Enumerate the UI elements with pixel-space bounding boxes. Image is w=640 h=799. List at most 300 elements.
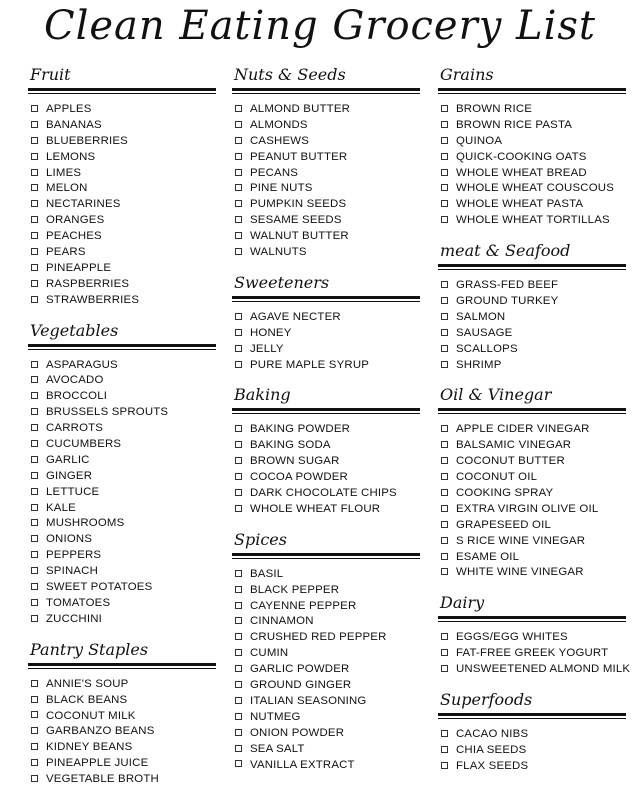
section-divider	[438, 713, 626, 719]
checkbox-icon[interactable]	[235, 649, 242, 656]
item-label: PEACHES	[46, 230, 102, 243]
item-label: LEMONS	[46, 150, 96, 163]
item-label: WHOLE WHEAT PASTA	[456, 198, 584, 211]
checkbox-icon[interactable]	[31, 296, 38, 303]
checkbox-icon[interactable]	[441, 169, 448, 176]
checkbox-icon[interactable]	[31, 264, 38, 271]
checkbox-icon[interactable]	[441, 441, 448, 448]
item-label: BLACK PEPPER	[250, 583, 340, 596]
checkbox-icon[interactable]	[235, 105, 242, 112]
list-item	[438, 502, 626, 518]
list-item	[438, 102, 626, 118]
item-label: BASIL	[250, 567, 284, 580]
checkbox-icon[interactable]	[31, 599, 38, 606]
item-label: SPINACH	[46, 565, 99, 578]
list-item	[232, 438, 420, 454]
list-item	[438, 470, 626, 486]
list-item	[28, 532, 216, 548]
item-label: SHRIMP	[456, 358, 502, 371]
list-item	[438, 438, 626, 454]
item-label: FAT-FREE GREEK YOGURT	[456, 647, 609, 660]
item-label: FLAX SEEDS	[456, 759, 529, 772]
checkbox-icon[interactable]	[31, 727, 38, 734]
item-label: KIDNEY BEANS	[46, 741, 133, 754]
checkbox-icon[interactable]	[441, 184, 448, 191]
item-label: ONION POWDER	[250, 726, 345, 739]
item-label: ASPARAGUS	[46, 358, 118, 371]
list-item	[232, 422, 420, 438]
checkbox-icon[interactable]	[441, 633, 448, 640]
list-item	[28, 102, 216, 118]
checkbox-icon[interactable]	[441, 425, 448, 432]
list-item	[232, 599, 420, 615]
item-label: UNSWEETENED ALMOND MILK	[456, 663, 631, 676]
checkbox-icon[interactable]	[31, 248, 38, 255]
list-item	[232, 342, 420, 358]
list-item	[232, 742, 420, 758]
item-label: BROWN RICE	[456, 103, 533, 115]
list-item	[28, 548, 216, 564]
section-title: Spices	[234, 529, 287, 549]
checkbox-icon[interactable]	[31, 280, 38, 287]
item-label: BRUSSELS SPROUTS	[46, 406, 169, 419]
checkbox-icon[interactable]	[235, 505, 242, 512]
section-fruit	[28, 64, 216, 309]
list-item	[28, 580, 216, 596]
checkbox-icon[interactable]	[235, 329, 242, 336]
checkbox-icon[interactable]	[441, 553, 448, 560]
list-item	[232, 229, 420, 245]
list-item	[438, 630, 626, 646]
item-label: COCONUT OIL	[456, 471, 538, 484]
item-label: WHOLE WHEAT COUSCOUS	[456, 182, 614, 195]
item-label: SESAME SEEDS	[250, 214, 342, 227]
item-label: CACAO NIBS	[456, 728, 529, 741]
checkbox-icon[interactable]	[441, 505, 448, 512]
checkbox-icon[interactable]	[235, 473, 242, 480]
checkbox-icon[interactable]	[235, 665, 242, 672]
item-label: ESAME OIL	[456, 550, 520, 563]
item-list	[28, 358, 216, 628]
checkbox-icon[interactable]	[31, 551, 38, 558]
list-item	[438, 565, 626, 581]
checkbox-icon[interactable]	[31, 680, 38, 687]
list-item	[438, 454, 626, 470]
item-label: BALSAMIC VINEGAR	[456, 439, 572, 452]
item-label: AVOCADO	[46, 374, 104, 387]
list-item	[28, 373, 216, 389]
checkbox-icon[interactable]	[235, 200, 242, 207]
checkbox-icon[interactable]	[441, 297, 448, 304]
list-item	[28, 261, 216, 277]
checkbox-icon[interactable]	[235, 760, 242, 767]
list-item	[438, 422, 626, 438]
item-label: GARBANZO BEANS	[46, 725, 155, 738]
list-item	[438, 326, 626, 342]
checkbox-icon[interactable]	[31, 424, 38, 431]
checkbox-icon[interactable]	[441, 762, 448, 769]
item-label: BLUEBERRIES	[46, 134, 128, 147]
checkbox-icon[interactable]	[235, 617, 242, 624]
list-item	[28, 612, 216, 628]
item-label: GARLIC	[46, 453, 90, 466]
checkbox-icon[interactable]	[441, 521, 448, 528]
item-label: EGGS/EGG WHITES	[456, 631, 568, 644]
list-item	[28, 516, 216, 532]
item-label: KALE	[46, 501, 76, 514]
checkbox-icon[interactable]	[31, 169, 38, 176]
section-divider	[28, 88, 216, 94]
checkbox-icon[interactable]	[31, 408, 38, 415]
list-item	[232, 134, 420, 150]
item-label: WALNUTS	[250, 246, 307, 259]
checkbox-icon[interactable]	[235, 713, 242, 720]
list-item	[28, 389, 216, 405]
list-item	[232, 502, 420, 518]
checkbox-icon[interactable]	[235, 633, 242, 640]
list-item	[438, 550, 626, 566]
checkbox-icon[interactable]	[235, 586, 242, 593]
checkbox-icon[interactable]	[441, 121, 448, 128]
list-item	[232, 245, 420, 261]
list-item	[232, 358, 420, 374]
list-item	[438, 662, 631, 678]
item-label: PINEAPPLE JUICE	[46, 757, 149, 770]
item-label: MUSHROOMS	[46, 517, 125, 530]
checkbox-icon[interactable]	[31, 696, 38, 703]
item-label: MELON	[46, 182, 88, 195]
list-item	[232, 166, 420, 182]
item-label: TOMATOES	[46, 596, 111, 609]
checkbox-icon[interactable]	[31, 121, 38, 128]
checkbox-icon[interactable]	[235, 169, 242, 176]
checkbox-icon[interactable]	[235, 681, 242, 688]
item-label: GINGER	[46, 469, 93, 482]
item-label: RASPBERRIES	[46, 277, 130, 290]
checkbox-icon[interactable]	[235, 361, 242, 368]
item-label: APPLES	[46, 103, 92, 115]
checkbox-icon[interactable]	[31, 535, 38, 542]
item-label: PEARS	[46, 246, 86, 259]
list-item	[438, 518, 626, 534]
checkbox-icon[interactable]	[31, 456, 38, 463]
list-item	[28, 437, 216, 453]
checkbox-icon[interactable]	[31, 775, 38, 782]
list-item	[232, 662, 420, 678]
section-sweeteners	[232, 272, 420, 374]
list-item	[438, 150, 626, 166]
checkbox-icon[interactable]	[441, 473, 448, 480]
list-item	[232, 310, 420, 326]
list-item	[28, 453, 216, 469]
checkbox-icon[interactable]	[441, 665, 448, 672]
item-label: ZUCCHINI	[46, 612, 103, 625]
section-divider	[438, 264, 626, 270]
item-list	[232, 422, 420, 517]
list-item	[28, 677, 216, 693]
item-list	[28, 102, 216, 309]
list-item	[28, 277, 216, 293]
item-label: PEPPERS	[46, 549, 102, 562]
checkbox-icon[interactable]	[31, 105, 38, 112]
list-item	[438, 486, 626, 502]
section-title: Pantry Staples	[30, 639, 149, 659]
item-label: PECANS	[250, 166, 299, 179]
section-oil-vinegar	[438, 384, 626, 581]
checkbox-icon[interactable]	[235, 153, 242, 160]
section-divider	[232, 88, 420, 94]
item-label: WHOLE WHEAT TORTILLAS	[456, 214, 610, 227]
list-item	[232, 567, 420, 583]
item-label: CRUSHED RED PEPPER	[250, 631, 387, 644]
item-label: EXTRA VIRGIN OLIVE OIL	[456, 502, 599, 515]
section-spices	[232, 529, 420, 774]
section-superfoods	[438, 689, 626, 775]
checkbox-icon[interactable]	[235, 248, 242, 255]
checkbox-icon[interactable]	[235, 745, 242, 752]
list-item	[28, 421, 216, 437]
list-item	[438, 278, 626, 294]
item-label: JELLY	[250, 342, 284, 355]
item-label: WHOLE WHEAT BREAD	[456, 166, 587, 179]
section-title: Sweeteners	[234, 272, 330, 292]
checkbox-icon[interactable]	[441, 489, 448, 496]
checkbox-icon[interactable]	[235, 489, 242, 496]
item-list	[438, 278, 626, 373]
checkbox-icon[interactable]	[235, 441, 242, 448]
item-label: QUINOA	[456, 134, 503, 147]
list-item	[438, 727, 626, 743]
item-label: APPLE CIDER VINEGAR	[456, 423, 590, 436]
item-label: VANILLA EXTRACT	[250, 758, 355, 771]
checkbox-icon[interactable]	[31, 583, 38, 590]
checkbox-icon[interactable]	[235, 729, 242, 736]
checkbox-icon[interactable]	[235, 216, 242, 223]
list-item	[232, 758, 420, 774]
list-item	[28, 485, 216, 501]
checkbox-icon[interactable]	[31, 200, 38, 207]
checkbox-icon[interactable]	[441, 153, 448, 160]
item-label: CUMIN	[250, 647, 289, 660]
item-label: PUMPKIN SEEDS	[250, 198, 347, 211]
section-grains	[438, 64, 626, 229]
item-label: BANANAS	[46, 118, 102, 131]
section-vegetables	[28, 320, 216, 628]
checkbox-icon[interactable]	[31, 153, 38, 160]
item-label: CHIA SEEDS	[456, 743, 527, 756]
item-label: COCONUT BUTTER	[456, 455, 565, 468]
checkbox-icon[interactable]	[441, 313, 448, 320]
item-label: BAKING SODA	[250, 439, 331, 452]
list-item	[28, 150, 216, 166]
checkbox-icon[interactable]	[441, 746, 448, 753]
checkbox-icon[interactable]	[31, 376, 38, 383]
item-label: QUICK-COOKING OATS	[456, 150, 587, 163]
list-item	[232, 726, 420, 742]
column-2	[232, 60, 420, 784]
item-label: COCOA POWDER	[250, 471, 348, 484]
list-item	[232, 486, 420, 502]
section-title: Superfoods	[440, 690, 533, 710]
list-item	[28, 756, 216, 772]
list-item	[438, 358, 626, 374]
list-item	[232, 710, 420, 726]
item-list	[232, 310, 420, 374]
item-label: ALMOND BUTTER	[250, 103, 351, 115]
item-label: NUTMEG	[250, 710, 301, 723]
checkbox-icon[interactable]	[441, 137, 448, 144]
list-item	[232, 470, 420, 486]
checkbox-icon[interactable]	[441, 649, 448, 656]
checkbox-icon[interactable]	[441, 329, 448, 336]
checkbox-icon[interactable]	[31, 472, 38, 479]
checkbox-icon[interactable]	[235, 697, 242, 704]
list-item	[438, 118, 626, 134]
list-item	[28, 724, 216, 740]
checkbox-icon[interactable]	[31, 711, 38, 718]
section-title: Nuts & Seeds	[234, 65, 346, 84]
section-divider	[232, 408, 420, 414]
column-1	[28, 60, 216, 799]
list-item	[28, 166, 216, 182]
checkbox-icon[interactable]	[441, 361, 448, 368]
checkbox-icon[interactable]	[235, 121, 242, 128]
list-item	[28, 772, 216, 788]
checkbox-icon[interactable]	[235, 137, 242, 144]
list-item	[232, 213, 420, 229]
item-label: GRASS-FED BEEF	[456, 279, 559, 292]
checkbox-icon[interactable]	[31, 504, 38, 511]
checkbox-icon[interactable]	[441, 216, 448, 223]
checkbox-icon[interactable]	[31, 488, 38, 495]
checkbox-icon[interactable]	[235, 602, 242, 609]
list-item	[438, 342, 626, 358]
checkbox-icon[interactable]	[31, 743, 38, 750]
checkbox-icon[interactable]	[235, 457, 242, 464]
item-label: CAYENNE PEPPER	[250, 599, 357, 612]
item-list	[438, 727, 626, 775]
item-label: SWEET POTATOES	[46, 581, 153, 594]
list-item	[232, 454, 420, 470]
section-divider	[232, 553, 420, 559]
item-label: NECTARINES	[46, 198, 121, 211]
list-item	[28, 134, 216, 150]
checkbox-icon[interactable]	[31, 392, 38, 399]
item-label: BROWN RICE PASTA	[456, 118, 573, 131]
list-item	[28, 740, 216, 756]
item-label: SEA SALT	[250, 742, 305, 755]
item-label: VEGETABLE BROTH	[46, 773, 159, 786]
list-item	[232, 197, 420, 213]
checkbox-icon[interactable]	[441, 105, 448, 112]
checkbox-icon[interactable]	[235, 425, 242, 432]
item-label: COOKING SPRAY	[456, 487, 554, 500]
list-item	[438, 197, 626, 213]
checkbox-icon[interactable]	[31, 232, 38, 239]
section-title: Vegetables	[30, 320, 119, 340]
list-item	[232, 694, 420, 710]
checkbox-icon[interactable]	[235, 313, 242, 320]
checkbox-icon[interactable]	[441, 200, 448, 207]
list-item	[232, 181, 420, 197]
checkbox-icon[interactable]	[441, 281, 448, 288]
list-item	[232, 150, 420, 166]
item-label: S RICE WINE VINEGAR	[456, 534, 586, 547]
section-title: Grains	[440, 65, 494, 84]
item-label: BLACK BEANS	[46, 693, 128, 706]
checkbox-icon[interactable]	[31, 216, 38, 223]
item-label: PINE NUTS	[250, 182, 313, 195]
checkbox-icon[interactable]	[441, 345, 448, 352]
item-label: ANNIE'S SOUP	[46, 677, 129, 690]
item-label: CINNAMON	[250, 615, 314, 628]
list-item	[438, 743, 626, 759]
section-meat-seafood	[438, 240, 626, 373]
list-item	[28, 501, 216, 517]
list-item	[232, 630, 420, 646]
checkbox-icon[interactable]	[31, 440, 38, 447]
item-label: PEANUT BUTTER	[250, 150, 348, 163]
item-list	[28, 677, 216, 788]
list-item	[232, 583, 420, 599]
item-label: BROCCOLI	[46, 390, 108, 403]
list-item	[438, 759, 626, 775]
checkbox-icon[interactable]	[31, 615, 38, 622]
checkbox-icon[interactable]	[31, 519, 38, 526]
list-item	[232, 614, 420, 630]
list-item	[28, 596, 216, 612]
checkbox-icon[interactable]	[235, 570, 242, 577]
item-label: SAUSAGE	[456, 326, 513, 339]
page-title: Clean Eating Grocery List	[43, 3, 596, 49]
checkbox-icon[interactable]	[235, 232, 242, 239]
checkbox-icon[interactable]	[31, 137, 38, 144]
section-title: Dairy	[440, 593, 485, 613]
item-label: WHITE WINE VINEGAR	[456, 566, 584, 579]
item-label: STRAWBERRIES	[46, 293, 140, 306]
item-label: CASHEWS	[250, 134, 309, 147]
item-list	[438, 422, 626, 581]
checkbox-icon[interactable]	[31, 184, 38, 191]
checkbox-icon[interactable]	[31, 759, 38, 766]
item-label: ITALIAN SEASONING	[250, 694, 367, 707]
section-dairy	[438, 592, 631, 678]
list-item	[28, 245, 216, 261]
checkbox-icon[interactable]	[441, 568, 448, 575]
item-label: GRAPESEED OIL	[456, 518, 552, 531]
item-label: WHOLE WHEAT FLOUR	[250, 502, 381, 515]
item-label: ONIONS	[46, 533, 93, 546]
item-label: BROWN SUGAR	[250, 455, 340, 468]
item-list	[438, 102, 626, 229]
list-item	[232, 646, 420, 662]
list-item	[28, 197, 216, 213]
item-label: ORANGES	[46, 214, 105, 227]
checkbox-icon[interactable]	[235, 184, 242, 191]
list-item	[438, 134, 626, 150]
checkbox-icon[interactable]	[441, 730, 448, 737]
section-nuts-seeds	[232, 64, 420, 261]
list-item	[232, 678, 420, 694]
item-label: GROUND GINGER	[250, 679, 352, 692]
section-baking	[232, 384, 420, 517]
checkbox-icon[interactable]	[441, 537, 448, 544]
checkbox-icon[interactable]	[31, 567, 38, 574]
checkbox-icon[interactable]	[235, 345, 242, 352]
list-item	[438, 181, 626, 197]
checkbox-icon[interactable]	[441, 457, 448, 464]
checkbox-icon[interactable]	[31, 361, 38, 368]
